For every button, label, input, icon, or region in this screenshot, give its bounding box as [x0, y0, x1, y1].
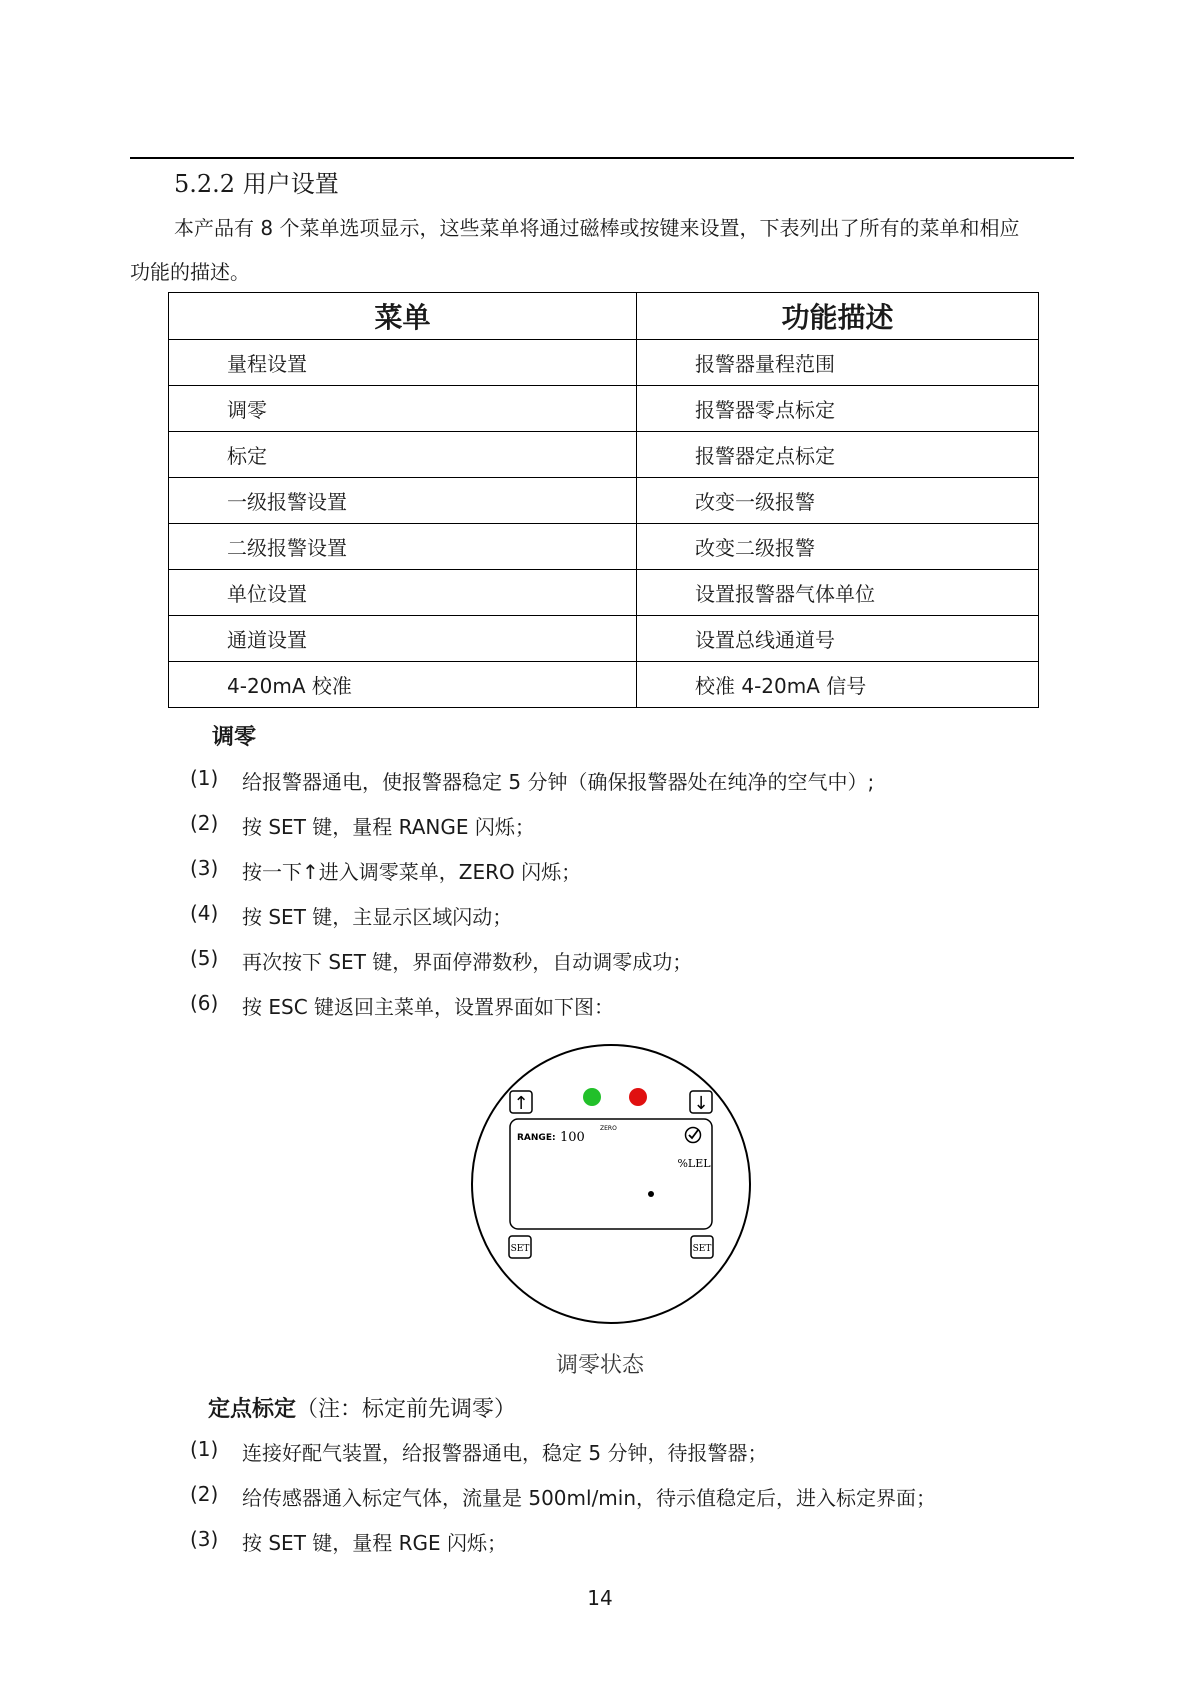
function-cell: 报警器零点标定 [637, 386, 1039, 432]
unit-label: %LEL [677, 1157, 711, 1170]
menu-cell: 一级报警设置 [169, 478, 637, 524]
green-led-icon [583, 1088, 601, 1106]
function-cell: 校准 4-20mA 信号 [637, 662, 1039, 708]
function-cell: 设置总线通道号 [637, 616, 1039, 662]
step-text: 再次按下 SET 键，界面停滞数秒，自动调零成功； [242, 950, 693, 974]
down-arrow-icon: ↓ [693, 1093, 709, 1114]
up-arrow-icon: ↑ [513, 1093, 529, 1114]
up-key [510, 1091, 532, 1114]
step-text: 按 ESC 键返回主菜单，设置界面如下图： [242, 995, 615, 1019]
table-row [169, 662, 1039, 708]
table-row [169, 478, 1039, 524]
calib-heading [208, 1392, 516, 1423]
red-led-icon [629, 1088, 647, 1106]
menu-cell: 标定 [169, 432, 637, 478]
device-diagram [470, 1043, 752, 1325]
table-row [169, 386, 1039, 432]
range-label: RANGE: [517, 1133, 556, 1143]
step-text: 按 SET 键，主显示区域闪动； [242, 905, 513, 929]
step-number: (3) [190, 1527, 219, 1551]
step-text: 按一下↑进入调零菜单，ZERO 闪烁； [242, 860, 582, 884]
step-number: (5) [190, 946, 219, 970]
header-rule [130, 157, 1074, 159]
step-number: (6) [190, 991, 219, 1015]
menu-cell: 4-20mA 校准 [169, 662, 637, 708]
menu-cell: 调零 [169, 386, 637, 432]
zero-step [190, 946, 692, 975]
menu-cell: 单位设置 [169, 570, 637, 616]
zero-step [190, 991, 614, 1020]
table-row [169, 432, 1039, 478]
table-row [169, 524, 1039, 570]
right-set-key-label: SET [692, 1244, 712, 1254]
page-number: 14 [587, 1586, 613, 1610]
step-text: 给报警器通电，使报警器稳定 5 分钟（确保报警器处在纯净的空气中）; [242, 770, 875, 794]
table-header-row [169, 293, 1039, 340]
calib-step [190, 1482, 936, 1511]
range-value: 100 [560, 1130, 585, 1145]
step-number: (4) [190, 901, 219, 925]
mode-label: ZERO [600, 1125, 617, 1132]
table-row [169, 616, 1039, 662]
calib-step [190, 1437, 767, 1466]
figure-caption: 调零状态 [555, 1353, 644, 1378]
left-set-key [509, 1236, 531, 1258]
zero-step [190, 901, 512, 930]
right-set-key [691, 1236, 713, 1258]
table-header-menu: 菜单 [169, 293, 637, 340]
calib-note: （注：标定前先调零） [296, 1397, 517, 1422]
zero-step [190, 811, 535, 840]
function-cell: 报警器量程范围 [637, 340, 1039, 386]
intro-line-2: 功能的描述。 [130, 260, 250, 284]
step-number: (2) [190, 811, 219, 835]
down-key [690, 1091, 712, 1114]
zero-step [190, 856, 581, 885]
function-cell: 报警器定点标定 [637, 432, 1039, 478]
step-text: 连接好配气装置，给报警器通电，稳定 5 分钟，待报警器； [242, 1441, 768, 1465]
table-header-function: 功能描述 [637, 293, 1039, 340]
step-number: (3) [190, 856, 219, 880]
step-text: 按 SET 键，量程 RGE 闪烁； [242, 1531, 508, 1555]
function-cell: 改变二级报警 [637, 524, 1039, 570]
section-heading: 5.2.2 用户设置 [174, 170, 339, 198]
table-row [169, 570, 1039, 616]
zero-step [190, 766, 874, 795]
menu-cell: 通道设置 [169, 616, 637, 662]
table-row [169, 340, 1039, 386]
zero-title: 调零 [212, 725, 257, 750]
step-number: (1) [190, 766, 219, 790]
function-cell: 设置报警器气体单位 [637, 570, 1039, 616]
step-text: 给传感器通入标定气体，流量是 500ml/min，待示值稳定后，进入标定界面； [242, 1486, 937, 1510]
calib-title: 定点标定 [208, 1397, 297, 1422]
function-cell: 改变一级报警 [637, 478, 1039, 524]
menu-cell: 量程设置 [169, 340, 637, 386]
calib-step [190, 1527, 507, 1556]
menu-table [168, 292, 1039, 708]
step-number: (1) [190, 1437, 219, 1461]
intro-line-1: 本产品有 8 个菜单选项显示，这些菜单将通过磁棒或按键来设置，下表列出了所有的菜单和相应 [174, 216, 1020, 240]
menu-cell: 二级报警设置 [169, 524, 637, 570]
step-text: 按 SET 键，量程 RANGE 闪烁； [242, 815, 535, 839]
decimal-point-icon [648, 1191, 654, 1197]
left-set-key-label: SET [510, 1244, 530, 1254]
step-number: (2) [190, 1482, 219, 1506]
